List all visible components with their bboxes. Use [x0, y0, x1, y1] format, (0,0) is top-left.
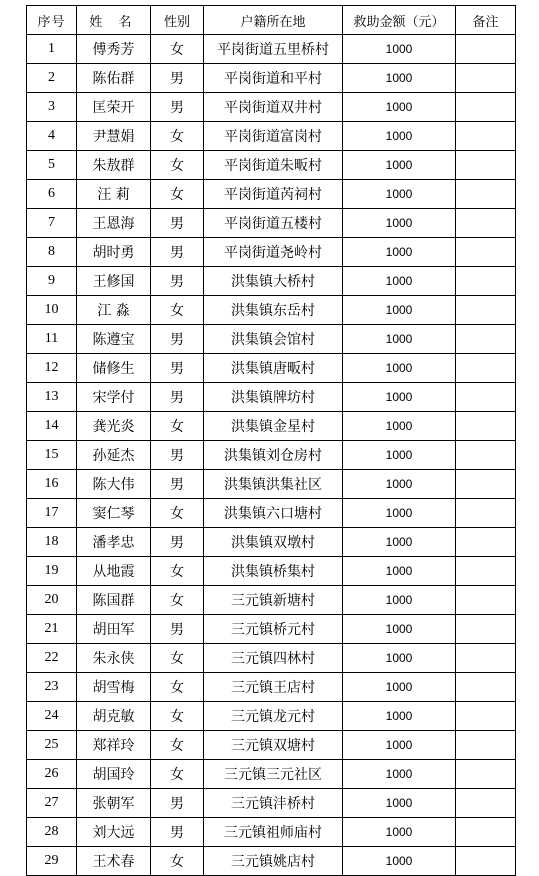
- table-row: [27, 180, 516, 209]
- table-row: [27, 93, 516, 122]
- table-row: [27, 325, 516, 354]
- cell-gender: 男: [151, 441, 204, 470]
- cell-gender: 男: [151, 615, 204, 644]
- cell-gender: 男: [151, 789, 204, 818]
- cell-index: 22: [27, 644, 77, 673]
- cell-index: 13: [27, 383, 77, 412]
- cell-index: 20: [27, 586, 77, 615]
- cell-amount: 1000: [343, 35, 456, 64]
- cell-index: 9: [27, 267, 77, 296]
- table-row: [27, 35, 516, 64]
- cell-name: 潘孝忠: [77, 528, 151, 557]
- cell-amount: 1000: [343, 702, 456, 731]
- cell-name: 王恩海: [77, 209, 151, 238]
- cell-index: 6: [27, 180, 77, 209]
- cell-amount: 1000: [343, 180, 456, 209]
- cell-remark: [456, 557, 516, 586]
- cell-remark: [456, 93, 516, 122]
- cell-amount: 1000: [343, 209, 456, 238]
- table-row: [27, 818, 516, 847]
- cell-remark: [456, 151, 516, 180]
- cell-remark: [456, 760, 516, 789]
- table-row: [27, 731, 516, 760]
- cell-name: 从地霞: [77, 557, 151, 586]
- cell-gender: 女: [151, 673, 204, 702]
- cell-gender: 男: [151, 354, 204, 383]
- cell-index: 14: [27, 412, 77, 441]
- cell-gender: 女: [151, 557, 204, 586]
- cell-location: 三元镇新塘村: [204, 586, 343, 615]
- cell-name: 张朝军: [77, 789, 151, 818]
- cell-amount: 1000: [343, 64, 456, 93]
- cell-gender: 男: [151, 470, 204, 499]
- cell-location: 平岗街道和平村: [204, 64, 343, 93]
- table-row: [27, 151, 516, 180]
- cell-name: 朱敖群: [77, 151, 151, 180]
- table-body: [27, 35, 516, 876]
- cell-location: 洪集镇桥集村: [204, 557, 343, 586]
- table-row: [27, 238, 516, 267]
- cell-remark: [456, 586, 516, 615]
- cell-location: 平岗街道五楼村: [204, 209, 343, 238]
- header-row: [27, 6, 516, 35]
- cell-location: 平岗街道芮祠村: [204, 180, 343, 209]
- cell-index: 5: [27, 151, 77, 180]
- cell-index: 23: [27, 673, 77, 702]
- cell-index: 4: [27, 122, 77, 151]
- cell-amount: 1000: [343, 122, 456, 151]
- cell-remark: [456, 354, 516, 383]
- cell-location: 三元镇祖师庙村: [204, 818, 343, 847]
- cell-location: 平岗街道朱畈村: [204, 151, 343, 180]
- cell-amount: 1000: [343, 383, 456, 412]
- cell-location: 洪集镇双墩村: [204, 528, 343, 557]
- cell-gender: 女: [151, 731, 204, 760]
- table-row: [27, 354, 516, 383]
- table-row: [27, 557, 516, 586]
- cell-location: 三元镇沣桥村: [204, 789, 343, 818]
- cell-index: 24: [27, 702, 77, 731]
- cell-amount: 1000: [343, 441, 456, 470]
- cell-amount: 1000: [343, 760, 456, 789]
- cell-remark: [456, 383, 516, 412]
- cell-name: 刘大远: [77, 818, 151, 847]
- cell-name: 胡雪梅: [77, 673, 151, 702]
- table-row: [27, 615, 516, 644]
- cell-name: 胡克敏: [77, 702, 151, 731]
- cell-index: 12: [27, 354, 77, 383]
- cell-gender: 男: [151, 325, 204, 354]
- cell-remark: [456, 702, 516, 731]
- cell-gender: 男: [151, 238, 204, 267]
- cell-location: 三元镇四林村: [204, 644, 343, 673]
- table-row: [27, 528, 516, 557]
- cell-location: 洪集镇洪集社区: [204, 470, 343, 499]
- cell-amount: 1000: [343, 789, 456, 818]
- cell-name: 尹慧娟: [77, 122, 151, 151]
- table-row: [27, 586, 516, 615]
- table-row: [27, 760, 516, 789]
- table-row: [27, 383, 516, 412]
- cell-location: 洪集镇六口塘村: [204, 499, 343, 528]
- cell-gender: 男: [151, 267, 204, 296]
- header-location: 户籍所在地: [204, 6, 343, 35]
- cell-amount: 1000: [343, 673, 456, 702]
- cell-name: 龚光炎: [77, 412, 151, 441]
- cell-location: 三元镇双塘村: [204, 731, 343, 760]
- cell-name: 汪 莉: [77, 180, 151, 209]
- table-row: [27, 789, 516, 818]
- cell-amount: 1000: [343, 296, 456, 325]
- cell-gender: 女: [151, 122, 204, 151]
- cell-index: 25: [27, 731, 77, 760]
- cell-remark: [456, 325, 516, 354]
- cell-location: 洪集镇刘仓房村: [204, 441, 343, 470]
- cell-index: 27: [27, 789, 77, 818]
- cell-gender: 女: [151, 35, 204, 64]
- cell-remark: [456, 238, 516, 267]
- header-name: 姓 名: [77, 6, 151, 35]
- cell-remark: [456, 644, 516, 673]
- cell-name: 陈大伟: [77, 470, 151, 499]
- cell-remark: [456, 731, 516, 760]
- table-row: [27, 673, 516, 702]
- cell-location: 三元镇三元社区: [204, 760, 343, 789]
- cell-amount: 1000: [343, 586, 456, 615]
- cell-location: 洪集镇牌坊村: [204, 383, 343, 412]
- cell-location: 三元镇桥元村: [204, 615, 343, 644]
- cell-name: 江 淼: [77, 296, 151, 325]
- cell-gender: 女: [151, 760, 204, 789]
- cell-location: 平岗街道尧岭村: [204, 238, 343, 267]
- cell-amount: 1000: [343, 644, 456, 673]
- cell-index: 15: [27, 441, 77, 470]
- header-index: 序号: [27, 6, 77, 35]
- cell-remark: [456, 615, 516, 644]
- cell-index: 7: [27, 209, 77, 238]
- cell-gender: 女: [151, 499, 204, 528]
- cell-amount: 1000: [343, 267, 456, 296]
- cell-remark: [456, 499, 516, 528]
- cell-name: 王修国: [77, 267, 151, 296]
- cell-gender: 男: [151, 383, 204, 412]
- cell-remark: [456, 412, 516, 441]
- cell-remark: [456, 35, 516, 64]
- relief-table-container: [26, 5, 516, 876]
- cell-location: 平岗街道富岗村: [204, 122, 343, 151]
- cell-gender: 女: [151, 586, 204, 615]
- cell-index: 18: [27, 528, 77, 557]
- cell-location: 三元镇王店村: [204, 673, 343, 702]
- cell-amount: 1000: [343, 238, 456, 267]
- table-row: [27, 64, 516, 93]
- cell-amount: 1000: [343, 847, 456, 876]
- cell-name: 宋学付: [77, 383, 151, 412]
- header-remark: 备注: [456, 6, 516, 35]
- table-row: [27, 470, 516, 499]
- cell-name: 陈佑群: [77, 64, 151, 93]
- cell-location: 平岗街道五里桥村: [204, 35, 343, 64]
- cell-amount: 1000: [343, 412, 456, 441]
- table-row: [27, 499, 516, 528]
- cell-amount: 1000: [343, 325, 456, 354]
- table-row: [27, 122, 516, 151]
- cell-amount: 1000: [343, 93, 456, 122]
- cell-amount: 1000: [343, 818, 456, 847]
- table-row: [27, 267, 516, 296]
- cell-index: 2: [27, 64, 77, 93]
- cell-name: 胡田军: [77, 615, 151, 644]
- cell-remark: [456, 528, 516, 557]
- table-row: [27, 847, 516, 876]
- cell-location: 洪集镇金星村: [204, 412, 343, 441]
- cell-gender: 女: [151, 296, 204, 325]
- cell-index: 19: [27, 557, 77, 586]
- cell-name: 储修生: [77, 354, 151, 383]
- cell-gender: 男: [151, 209, 204, 238]
- cell-index: 16: [27, 470, 77, 499]
- cell-index: 1: [27, 35, 77, 64]
- cell-amount: 1000: [343, 615, 456, 644]
- cell-location: 洪集镇唐畈村: [204, 354, 343, 383]
- header-amount: 救助金额（元）: [343, 6, 456, 35]
- cell-name: 匡荣开: [77, 93, 151, 122]
- cell-index: 8: [27, 238, 77, 267]
- table-row: [27, 296, 516, 325]
- cell-gender: 女: [151, 412, 204, 441]
- cell-remark: [456, 122, 516, 151]
- cell-index: 11: [27, 325, 77, 354]
- cell-amount: 1000: [343, 354, 456, 383]
- table-row: [27, 702, 516, 731]
- cell-location: 三元镇姚店村: [204, 847, 343, 876]
- table-row: [27, 209, 516, 238]
- cell-name: 窦仁琴: [77, 499, 151, 528]
- cell-remark: [456, 64, 516, 93]
- cell-index: 17: [27, 499, 77, 528]
- cell-index: 29: [27, 847, 77, 876]
- cell-name: 胡国玲: [77, 760, 151, 789]
- cell-remark: [456, 673, 516, 702]
- cell-location: 洪集镇会馆村: [204, 325, 343, 354]
- table-row: [27, 412, 516, 441]
- cell-index: 26: [27, 760, 77, 789]
- cell-index: 3: [27, 93, 77, 122]
- cell-index: 21: [27, 615, 77, 644]
- header-gender: 性别: [151, 6, 204, 35]
- cell-remark: [456, 818, 516, 847]
- cell-remark: [456, 209, 516, 238]
- table-row: [27, 441, 516, 470]
- cell-remark: [456, 267, 516, 296]
- table-row: [27, 644, 516, 673]
- cell-gender: 男: [151, 93, 204, 122]
- cell-index: 10: [27, 296, 77, 325]
- cell-gender: 男: [151, 528, 204, 557]
- cell-gender: 男: [151, 818, 204, 847]
- cell-name: 郑祥玲: [77, 731, 151, 760]
- cell-name: 胡时勇: [77, 238, 151, 267]
- cell-amount: 1000: [343, 470, 456, 499]
- cell-name: 王术春: [77, 847, 151, 876]
- cell-index: 28: [27, 818, 77, 847]
- cell-remark: [456, 180, 516, 209]
- cell-remark: [456, 470, 516, 499]
- cell-amount: 1000: [343, 731, 456, 760]
- relief-recipient-table: [26, 5, 516, 876]
- cell-name: 陈遵宝: [77, 325, 151, 354]
- cell-remark: [456, 789, 516, 818]
- cell-gender: 女: [151, 151, 204, 180]
- cell-name: 陈国群: [77, 586, 151, 615]
- cell-remark: [456, 847, 516, 876]
- cell-name: 朱永侠: [77, 644, 151, 673]
- cell-amount: 1000: [343, 151, 456, 180]
- cell-amount: 1000: [343, 528, 456, 557]
- cell-location: 三元镇龙元村: [204, 702, 343, 731]
- cell-amount: 1000: [343, 499, 456, 528]
- cell-location: 洪集镇东岳村: [204, 296, 343, 325]
- cell-gender: 女: [151, 702, 204, 731]
- cell-gender: 女: [151, 847, 204, 876]
- cell-gender: 男: [151, 64, 204, 93]
- cell-location: 洪集镇大桥村: [204, 267, 343, 296]
- cell-gender: 女: [151, 644, 204, 673]
- cell-remark: [456, 296, 516, 325]
- cell-remark: [456, 441, 516, 470]
- cell-amount: 1000: [343, 557, 456, 586]
- cell-name: 孙延杰: [77, 441, 151, 470]
- cell-name: 傅秀芳: [77, 35, 151, 64]
- cell-location: 平岗街道双井村: [204, 93, 343, 122]
- cell-gender: 女: [151, 180, 204, 209]
